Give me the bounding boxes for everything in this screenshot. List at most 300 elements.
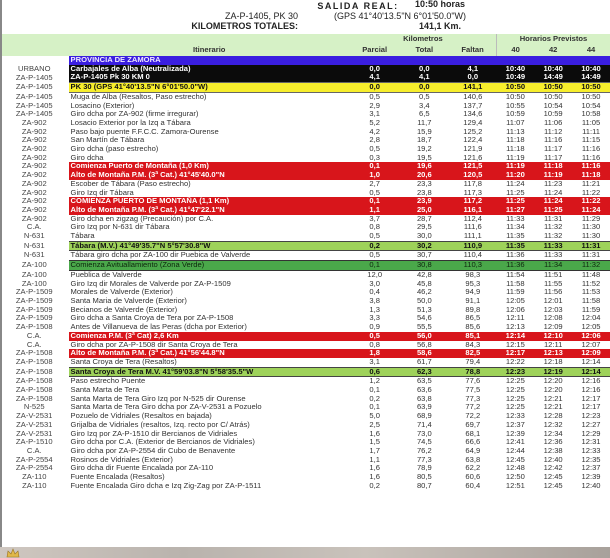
cell-time-44: 10:54 bbox=[581, 101, 601, 110]
cell-time-42: 12:20 bbox=[543, 386, 563, 395]
cell-total: 62,3 bbox=[400, 367, 450, 377]
cell-time-40: 12:25 bbox=[505, 376, 525, 386]
table-row bbox=[0, 102, 610, 111]
cell-road: ZA-P-1405 bbox=[15, 110, 53, 119]
cell-total: 23,3 bbox=[416, 179, 432, 188]
cell-faltan: 121,6 bbox=[463, 153, 483, 162]
cell-road: ZA-P-1509 bbox=[15, 305, 53, 314]
cell-description: Alto de Montaña P.M. (3ª Cat.) 41°47'22.1"N bbox=[69, 206, 350, 215]
cell-parcial: 1,3 bbox=[369, 305, 380, 314]
cell-total: 78,9 bbox=[416, 464, 432, 473]
cell-road: ZA-P-1405 bbox=[15, 82, 53, 92]
cell-description: Pozuelo de Vidriales (Resaltos en bajada) bbox=[70, 412, 212, 421]
cell-road: ZA-902 bbox=[21, 205, 47, 214]
cell-parcial: 1,7 bbox=[369, 446, 380, 455]
cell-total: 63,6 bbox=[416, 386, 432, 395]
cell-road: ZA-902 bbox=[21, 214, 47, 223]
cell-faltan: 85,6 bbox=[465, 323, 481, 332]
cell-time-40: 11:36 bbox=[496, 261, 534, 271]
cell-time-40: 12:25 bbox=[505, 403, 525, 412]
cell-total: 6,5 bbox=[419, 110, 430, 119]
cell-total: 58,6 bbox=[400, 349, 450, 358]
cell-faltan: 120,5 bbox=[449, 171, 496, 180]
cell-time-42: 11:32 bbox=[543, 223, 563, 232]
cell-faltan: 91,1 bbox=[465, 296, 481, 305]
table-row bbox=[0, 297, 610, 306]
cell-road: ZA-902 bbox=[21, 136, 47, 145]
cell-parcial: 1,6 bbox=[369, 473, 380, 482]
cell-time-40: 12:25 bbox=[505, 386, 525, 395]
cell-total: 19,6 bbox=[400, 162, 450, 171]
cell-description: Giro dcha por C.A. (Exterior de Bercianos de Vidriales) bbox=[70, 438, 255, 447]
cell-time-42: 10:50 bbox=[543, 92, 563, 101]
table-row bbox=[0, 280, 610, 289]
cell-total: 63,8 bbox=[416, 394, 432, 403]
cell-faltan: 94,9 bbox=[465, 288, 481, 297]
cell-faltan: 77,3 bbox=[465, 394, 481, 403]
cell-total: 18,7 bbox=[416, 136, 432, 145]
cell-total: 54,6 bbox=[416, 314, 432, 323]
table-row bbox=[0, 403, 610, 412]
table-column-header bbox=[0, 44, 610, 56]
cell-parcial: 3,3 bbox=[369, 314, 380, 323]
cell-total: 45,8 bbox=[416, 279, 432, 288]
cell-description: Giro Izq dir Morales de Valverde por ZA-P-1509 bbox=[70, 279, 231, 288]
start-gps-value: (GPS 41°40'13.5"N 6°01'50.0"W) bbox=[333, 11, 467, 21]
cell-time-44: 11:31 bbox=[572, 241, 610, 251]
cell-parcial: 0,5 bbox=[369, 92, 380, 101]
cell-time-44: 11:31 bbox=[581, 250, 601, 260]
cell-road: ZA-100 bbox=[21, 260, 47, 270]
cell-total: 11,7 bbox=[417, 118, 432, 127]
cell-faltan: 72,2 bbox=[465, 412, 481, 421]
cell-time-44: 12:05 bbox=[581, 323, 601, 332]
header-blank bbox=[69, 34, 350, 44]
cell-description: Muga de Alba (Resaltos, Paso estrecho) bbox=[70, 92, 207, 101]
cell-time-44: 11:32 bbox=[572, 261, 610, 271]
table-row bbox=[0, 73, 610, 82]
cell-road: ZA-902 bbox=[21, 153, 47, 162]
cell-faltan: 140,6 bbox=[463, 92, 483, 101]
cell-time-40: 10:59 bbox=[505, 110, 525, 119]
cell-road: ZA-V-2531 bbox=[16, 429, 53, 438]
cell-parcial: 1,6 bbox=[369, 429, 380, 438]
cell-road: ZA-902 bbox=[21, 197, 47, 206]
cell-faltan: 69,7 bbox=[465, 420, 481, 429]
cell-description: Carbajales de Alba (Neutralizada) bbox=[69, 65, 350, 74]
cell-description: Rosinos de Vidriales (Exterior) bbox=[70, 455, 173, 464]
cell-time-42: 12:34 bbox=[543, 429, 563, 438]
cell-time-40: 11:19 bbox=[506, 153, 525, 162]
cell-time-40: 12:51 bbox=[505, 481, 525, 490]
cell-parcial: 12,0 bbox=[367, 270, 383, 279]
cell-parcial: 0,0 bbox=[350, 83, 400, 93]
cell-parcial: 4,1 bbox=[350, 73, 400, 82]
table-row bbox=[0, 261, 610, 271]
cell-time-42: 11:12 bbox=[543, 127, 563, 136]
cell-faltan: 77,2 bbox=[465, 403, 481, 412]
salida-label: SALIDA REAL: bbox=[317, 1, 399, 11]
cell-faltan: 125,2 bbox=[463, 127, 483, 136]
cell-time-44: 12:09 bbox=[572, 349, 610, 358]
cell-faltan: 89,8 bbox=[465, 305, 481, 314]
cell-faltan: 85,1 bbox=[449, 332, 496, 341]
cell-time-42: 11:56 bbox=[543, 288, 563, 297]
cell-description: Santa Maria de Valverde (Exterior) bbox=[70, 296, 187, 305]
table-row bbox=[0, 136, 610, 145]
cell-time-40: 11:18 bbox=[506, 136, 525, 145]
cell-time-42: 12:03 bbox=[543, 305, 563, 314]
cell-description: Santa Marta de Tera bbox=[70, 386, 140, 395]
cell-road: ZA-902 bbox=[21, 145, 47, 154]
cell-parcial: 0,5 bbox=[369, 232, 380, 241]
cell-parcial: 0,2 bbox=[350, 241, 400, 251]
cell-total: 80,7 bbox=[416, 481, 432, 490]
cell-parcial: 0,5 bbox=[350, 332, 400, 341]
cell-time-40: 11:36 bbox=[506, 250, 525, 260]
cell-road: ZA-P-1509 bbox=[15, 314, 53, 323]
cell-total: 15,9 bbox=[416, 127, 432, 136]
cell-road: ZA-P-2554 bbox=[15, 455, 53, 464]
cell-time-44: 12:17 bbox=[581, 394, 601, 403]
cell-parcial: 1,1 bbox=[350, 206, 400, 215]
cell-description: Comienza Avituallamiento (Zona Verde) bbox=[69, 261, 350, 271]
cell-faltan: 98,3 bbox=[465, 270, 481, 279]
cell-faltan: 111,1 bbox=[463, 232, 482, 241]
cell-time-42: 11:31 bbox=[543, 214, 563, 223]
cell-total: 20,6 bbox=[400, 171, 450, 180]
cell-time-44: 11:22 bbox=[581, 188, 601, 197]
cell-description: Giro dcha a Santa Croya de Tera por ZA-P-1508 bbox=[70, 314, 234, 323]
col-h42: 42 bbox=[534, 44, 572, 56]
cell-time-40: 11:35 bbox=[506, 232, 525, 241]
cell-time-42: 12:28 bbox=[543, 412, 563, 421]
cell-road: ZA-P-2554 bbox=[15, 464, 53, 473]
cell-road: ZA-902 bbox=[21, 118, 47, 127]
cell-parcial: 2,7 bbox=[369, 179, 380, 188]
cell-time-44: 11:22 bbox=[572, 197, 610, 206]
table-row bbox=[0, 349, 610, 358]
cell-description: Fuente Encalada (Resaltos) bbox=[70, 473, 165, 482]
table-row bbox=[0, 358, 610, 367]
header-blank bbox=[0, 34, 69, 44]
cell-road: C.A. bbox=[26, 331, 42, 340]
cell-total: 73,0 bbox=[416, 429, 432, 438]
cell-time-42: 12:21 bbox=[543, 394, 563, 403]
cell-description: Tábara bbox=[70, 232, 95, 241]
crown-icon bbox=[6, 548, 20, 558]
cell-road: ZA-P-1508 bbox=[15, 349, 53, 358]
cell-description: Pueblica de Valverde bbox=[70, 270, 142, 279]
table-row bbox=[0, 197, 610, 206]
cell-faltan: 79,4 bbox=[465, 357, 481, 366]
cell-faltan: 0,0 bbox=[449, 73, 496, 82]
cell-description: Antes de Villanueva de las Peras (dcha por Exterior) bbox=[70, 323, 247, 332]
cell-total: 63,9 bbox=[416, 403, 432, 412]
cell-parcial: 0,1 bbox=[369, 386, 380, 395]
cell-time-44: 12:07 bbox=[581, 340, 601, 349]
cell-time-44: 11:24 bbox=[572, 206, 610, 215]
cell-road: ZA-P-1509 bbox=[15, 288, 53, 297]
cell-faltan: 122,4 bbox=[463, 136, 483, 145]
cell-time-40: 12:25 bbox=[505, 394, 525, 403]
table-row bbox=[0, 119, 610, 128]
cell-road: ZA-P-1508 bbox=[15, 357, 53, 367]
cell-faltan: 110,3 bbox=[449, 261, 496, 271]
cell-parcial: 0,2 bbox=[369, 481, 380, 490]
table-row bbox=[0, 341, 610, 350]
cell-time-44: 11:58 bbox=[581, 296, 601, 305]
table-row bbox=[0, 171, 610, 180]
table-row bbox=[0, 154, 610, 163]
cell-time-42: 12:19 bbox=[534, 367, 572, 377]
salida-value: 10:50 horas bbox=[414, 0, 466, 9]
cell-parcial: 0,8 bbox=[369, 340, 380, 349]
cell-time-42: 12:01 bbox=[543, 296, 563, 305]
cell-time-40: 11:25 bbox=[496, 197, 534, 206]
table-row bbox=[0, 395, 610, 404]
cell-time-42: 12:13 bbox=[534, 349, 572, 358]
start-pk-label: ZA-P-1405, PK 30 bbox=[224, 11, 298, 21]
province-road-blank bbox=[0, 56, 69, 65]
cell-road: C.A. bbox=[26, 340, 42, 349]
cell-time-40: 11:59 bbox=[506, 288, 525, 297]
cell-time-40: 12:33 bbox=[505, 412, 525, 421]
cell-parcial: 5,0 bbox=[369, 412, 380, 421]
cell-total: 30,7 bbox=[416, 250, 432, 260]
cell-total: 46,2 bbox=[416, 288, 432, 297]
cell-time-44: 14:49 bbox=[572, 73, 610, 82]
cell-time-40: 12:22 bbox=[505, 357, 525, 366]
cell-time-40: 11:33 bbox=[506, 214, 525, 223]
cell-time-40: 10:50 bbox=[496, 83, 534, 93]
cell-time-40: 12:45 bbox=[505, 455, 525, 464]
table-row bbox=[0, 288, 610, 297]
table-row bbox=[0, 473, 610, 482]
cell-parcial: 0,3 bbox=[369, 153, 380, 162]
cell-road: ZA-V-2531 bbox=[16, 420, 53, 429]
cell-time-42: 12:32 bbox=[543, 420, 563, 429]
cell-time-40: 10:55 bbox=[505, 101, 525, 110]
cell-time-44: 11:16 bbox=[581, 153, 601, 162]
cell-time-40: 11:34 bbox=[506, 223, 525, 232]
cell-time-40: 11:54 bbox=[506, 270, 525, 279]
cell-total: 80,5 bbox=[416, 473, 432, 482]
cell-description: Giro dcha (paso estrecho) bbox=[70, 145, 159, 154]
cell-description: Giro Izq dir Tábara bbox=[70, 188, 134, 197]
cell-road: ZA-902 bbox=[21, 188, 47, 197]
km-totales-label: KILOMETROS TOTALES: bbox=[191, 21, 298, 31]
cell-time-42: 12:36 bbox=[543, 438, 563, 447]
cell-time-44: 11:30 bbox=[581, 232, 601, 241]
cell-description: Giro Izq por N-631 dir Tábara bbox=[70, 223, 170, 232]
cell-time-42: 11:24 bbox=[543, 188, 563, 197]
table-row bbox=[0, 456, 610, 465]
cell-total: 74,5 bbox=[416, 438, 432, 447]
cell-total: 23,8 bbox=[416, 188, 432, 197]
province-name: PROVINCIA DE ZAMORA bbox=[69, 56, 610, 65]
cell-total: 23,9 bbox=[400, 197, 450, 206]
cell-faltan: 117,8 bbox=[463, 179, 483, 188]
cell-total: 25,0 bbox=[400, 206, 450, 215]
table-row bbox=[0, 447, 610, 456]
cell-description: Giro Izq por ZA-P-1510 dir Bercianos de Vidriales bbox=[70, 429, 238, 438]
cell-road: ZA-P-1405 bbox=[15, 92, 53, 101]
cell-description: ZA-P-1405 Pk 30 KM 0 bbox=[69, 73, 350, 82]
cell-total: 0,0 bbox=[400, 83, 450, 93]
col-parcial: Parcial bbox=[350, 44, 400, 56]
cell-time-44: 11:59 bbox=[581, 305, 601, 314]
cell-parcial: 0,4 bbox=[369, 288, 380, 297]
cell-total: 77,3 bbox=[416, 455, 432, 464]
cell-time-40: 10:40 bbox=[496, 65, 534, 74]
cell-time-42: 11:33 bbox=[543, 250, 563, 260]
cell-time-42: 11:55 bbox=[543, 279, 563, 288]
cell-time-40: 12:11 bbox=[506, 314, 525, 323]
table-row bbox=[0, 110, 610, 119]
cell-parcial: 1,1 bbox=[369, 455, 380, 464]
cell-parcial: 2,5 bbox=[369, 420, 380, 429]
cell-description: Santa Croya de Tera (Resaltos) bbox=[70, 357, 177, 366]
cell-faltan: 117,2 bbox=[449, 197, 496, 206]
cell-time-44: 10:50 bbox=[581, 92, 601, 101]
cell-description: Alto de Montaña P.M. (3ª Cat.) 41°56'44.8"N bbox=[69, 349, 350, 358]
cell-time-42: 12:10 bbox=[534, 332, 572, 341]
cell-time-42: 11:17 bbox=[543, 153, 563, 162]
cell-road: N-525 bbox=[23, 403, 45, 412]
cell-description: Grijalba de Vidriales (resaltos, Izq. recto por C/ Atrás) bbox=[70, 420, 250, 429]
cell-time-42: 11:51 bbox=[543, 270, 563, 279]
table-row bbox=[0, 189, 610, 198]
cell-description: Giro dcha por ZA-P-1508 dir Santa Croya de Tera bbox=[70, 340, 238, 349]
table-row bbox=[0, 128, 610, 137]
cell-parcial: 0,5 bbox=[369, 250, 380, 260]
table-group-header bbox=[0, 34, 610, 44]
cell-time-44: 11:05 bbox=[581, 118, 601, 127]
cell-total: 3,4 bbox=[419, 101, 430, 110]
table-row bbox=[0, 377, 610, 386]
cell-total: 28,7 bbox=[416, 214, 432, 223]
cell-faltan: 110,9 bbox=[449, 241, 496, 251]
cell-total: 29,5 bbox=[416, 223, 432, 232]
cell-total: 19,5 bbox=[416, 153, 432, 162]
table-row bbox=[0, 241, 610, 251]
cell-road: ZA-902 bbox=[21, 171, 47, 180]
cell-description: Escober de Tábara (Paso estrecho) bbox=[70, 179, 191, 188]
cell-total: 0,0 bbox=[400, 65, 450, 74]
cell-parcial: 3,7 bbox=[369, 214, 380, 223]
cell-parcial: 0,1 bbox=[369, 403, 380, 412]
cell-road: N-631 bbox=[23, 241, 45, 250]
cell-time-44: 11:16 bbox=[572, 162, 610, 171]
cell-time-42: 12:42 bbox=[543, 464, 563, 473]
cell-total: 19,2 bbox=[416, 145, 432, 154]
cell-total: 4,1 bbox=[400, 73, 450, 82]
cell-description: Santa Marta de Tera Giro dcha por ZA-V-2531 a Pozuelo bbox=[70, 403, 262, 412]
cell-total: 51,3 bbox=[416, 305, 432, 314]
cell-description: COMIENZA PUERTO DE MONTAÑA (1,1 Km) bbox=[69, 197, 350, 206]
cell-time-42: 10:59 bbox=[543, 110, 563, 119]
col-faltan: Faltan bbox=[449, 44, 496, 56]
cell-faltan: 60,4 bbox=[465, 481, 481, 490]
cell-faltan: 111,6 bbox=[463, 223, 482, 232]
cell-description: Comienza P.M. (3ª Cat) 2,6 Km bbox=[69, 332, 350, 341]
table-row bbox=[0, 306, 610, 315]
cell-time-42: 11:06 bbox=[543, 118, 563, 127]
cell-faltan: 117,3 bbox=[463, 188, 483, 197]
col-total: Total bbox=[400, 44, 450, 56]
cell-time-42: 11:25 bbox=[534, 206, 572, 215]
cell-faltan: 82,5 bbox=[449, 349, 496, 358]
cell-parcial: 0,1 bbox=[350, 197, 400, 206]
cell-description: Giro dcha en zigzag (Precaución) por C.A. bbox=[70, 214, 214, 223]
table-row bbox=[0, 251, 610, 261]
cell-time-42: 12:38 bbox=[543, 446, 563, 455]
col-h44: 44 bbox=[572, 44, 610, 56]
cell-total: 56,8 bbox=[416, 340, 432, 349]
cell-time-40: 10:49 bbox=[496, 73, 534, 82]
cell-road: ZA-P-1508 bbox=[15, 376, 53, 386]
cell-parcial: 0,1 bbox=[350, 261, 400, 271]
cell-description: Fuente Encalada Giro dcha e Izq Zig-Zag por ZA-P-1511 bbox=[70, 481, 262, 490]
cell-time-42: 11:24 bbox=[534, 197, 572, 206]
cell-faltan: 112,4 bbox=[463, 214, 483, 223]
cell-road: ZA-902 bbox=[21, 162, 47, 171]
cell-road: ZA-P-1510 bbox=[15, 438, 53, 447]
cell-time-42: 11:19 bbox=[534, 171, 572, 180]
cell-time-40: 12:13 bbox=[505, 323, 525, 332]
cell-time-42: 12:40 bbox=[543, 455, 563, 464]
cell-road: ZA-P-1509 bbox=[15, 296, 53, 305]
cell-parcial: 1,8 bbox=[350, 349, 400, 358]
cell-description: Becianos de Valverde (Exterior) bbox=[70, 305, 178, 314]
cell-faltan: 141,1 bbox=[449, 83, 496, 93]
cell-time-44: 11:29 bbox=[581, 214, 601, 223]
cell-description: Morales de Valverde (Exterior) bbox=[70, 288, 173, 297]
cell-time-44: 12:35 bbox=[581, 455, 601, 464]
cell-time-44: 11:48 bbox=[581, 270, 601, 279]
cell-road: N-631 bbox=[23, 250, 45, 260]
cell-parcial: 3,8 bbox=[369, 296, 380, 305]
cell-time-44: 11:16 bbox=[581, 145, 601, 154]
table-row bbox=[0, 92, 610, 101]
cell-parcial: 1,0 bbox=[350, 171, 400, 180]
cell-road: ZA-P-1405 bbox=[15, 101, 53, 110]
cell-time-44: 12:31 bbox=[581, 438, 601, 447]
cell-parcial: 3,1 bbox=[369, 357, 380, 366]
table-row bbox=[0, 464, 610, 473]
cell-time-44: 12:06 bbox=[572, 332, 610, 341]
cell-time-44: 11:21 bbox=[581, 179, 601, 188]
cell-total: 56,0 bbox=[400, 332, 450, 341]
table-row bbox=[0, 206, 610, 215]
itinerary-table bbox=[0, 34, 610, 490]
header-blank bbox=[0, 44, 69, 56]
group-kilometros: Kilometros bbox=[350, 34, 497, 44]
cell-time-44: 12:23 bbox=[581, 412, 601, 421]
cell-faltan: 129,4 bbox=[463, 118, 483, 127]
table-row bbox=[0, 314, 610, 323]
cell-faltan: 4,1 bbox=[449, 65, 496, 74]
table-row bbox=[0, 438, 610, 447]
cell-time-40: 12:44 bbox=[505, 446, 525, 455]
table-row bbox=[0, 162, 610, 171]
cell-road: N-631 bbox=[23, 232, 45, 241]
cell-description: Comienza Puerto de Montaña (1,0 Km) bbox=[69, 162, 350, 171]
cell-time-44: 12:27 bbox=[581, 420, 601, 429]
cell-time-40: 11:24 bbox=[506, 179, 525, 188]
cell-description: Tábara (M.V.) 41°49'35.7"N 5°57'30.8"W bbox=[69, 241, 350, 251]
